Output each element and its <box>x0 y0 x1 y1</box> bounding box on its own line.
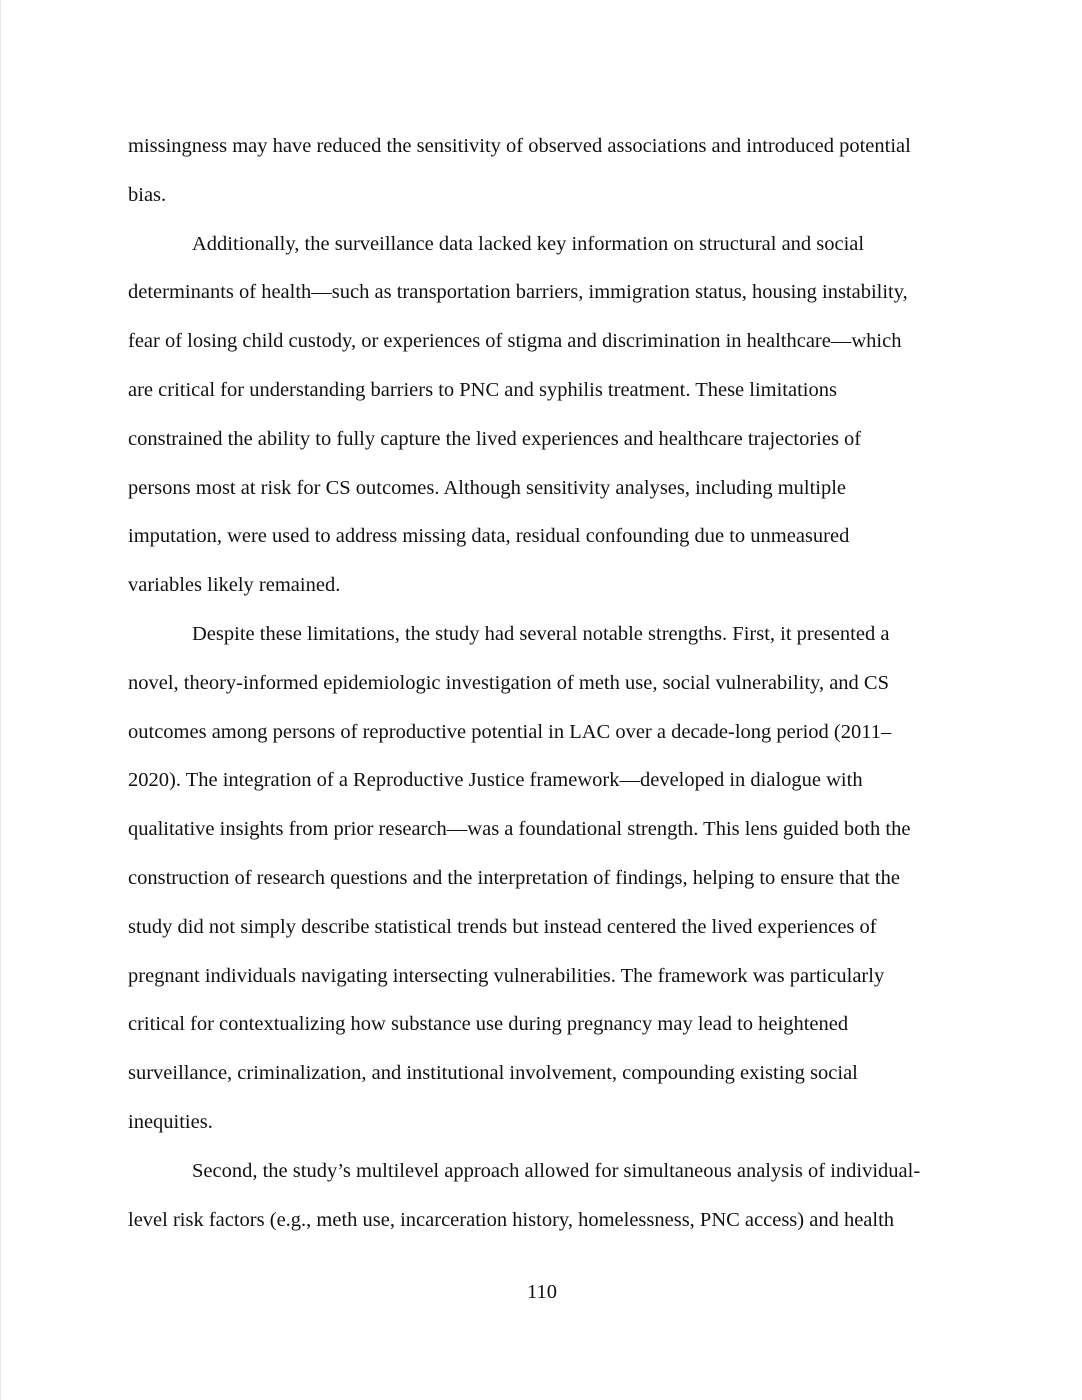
text-line: constrained the ability to fully capture the lived experiences and healthcare trajectories of <box>128 427 862 450</box>
body-text <box>128 122 950 1244</box>
text-line: bias. <box>128 183 167 206</box>
text-line: are critical for understanding barriers to PNC and syphilis treatment. These limitations <box>128 378 837 401</box>
text-line: study did not simply describe statistical trends but instead centered the lived experiences of <box>128 915 877 938</box>
text-line: level risk factors (e.g., meth use, incarceration history, homelessness, PNC access) and health <box>128 1208 895 1231</box>
paragraph-first-line: Despite these limitations, the study had several notable strengths. First, it presented a <box>192 622 890 645</box>
text-line: construction of research questions and the interpretation of findings, helping to ensure that the <box>128 866 900 889</box>
paragraph-first-line: Second, the study’s multilevel approach allowed for simultaneous analysis of individual- <box>192 1159 921 1182</box>
text-line: determinants of health—such as transportation barriers, immigration status, housing instability, <box>128 281 908 304</box>
paragraph-first-line: Additionally, the surveillance data lacked key information on structural and social <box>192 232 865 255</box>
text-line: inequities. <box>128 1110 213 1133</box>
text-line: novel, theory-informed epidemiologic investigation of meth use, social vulnerability, and CS <box>128 671 889 694</box>
page-number: 110 <box>527 1281 557 1303</box>
text-line: missingness may have reduced the sensitivity of observed associations and introduced potential <box>128 135 911 157</box>
text-line: qualitative insights from prior research—was a foundational strength. This lens guided both the <box>128 818 911 841</box>
text-line: fear of losing child custody, or experiences of stigma and discrimination in healthcare—which <box>128 330 902 353</box>
text-line: pregnant individuals navigating intersecting vulnerabilities. The framework was particularly <box>128 964 885 987</box>
text-line: critical for contextualizing how substance use during pregnancy may lead to heightened <box>128 1013 849 1036</box>
text-line: outcomes among persons of reproductive potential in LAC over a decade-long period (2011– <box>128 720 892 743</box>
text-line: imputation, were used to address missing data, residual confounding due to unmeasured <box>128 525 850 548</box>
text-line: surveillance, criminalization, and institutional involvement, compounding existing social <box>128 1062 858 1085</box>
text-line: persons most at risk for CS outcomes. Although sensitivity analyses, including multiple <box>128 476 847 499</box>
text-line: 2020). The integration of a Reproductive Justice framework—developed in dialogue with <box>128 769 863 792</box>
text-line: variables likely remained. <box>128 574 341 597</box>
